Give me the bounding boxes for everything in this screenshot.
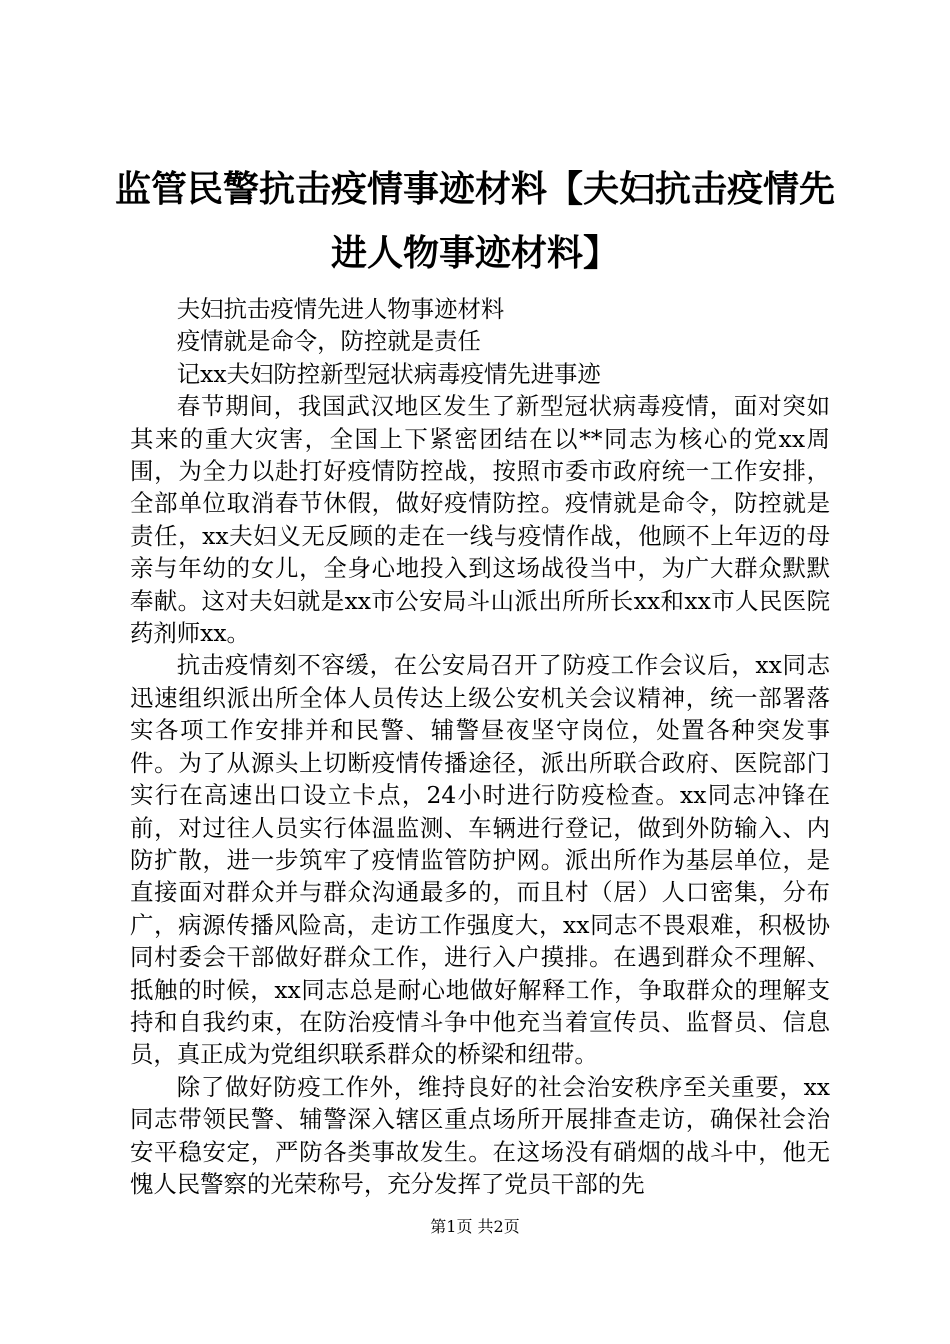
page-number-footer: 第1页 共2页 [430, 1217, 520, 1236]
page-title: 监管民警抗击疫情事迹材料【夫妇抗击疫情先进人物事迹材料】 [114, 169, 835, 274]
body-paragraph-3: 除了做好防疫工作外，维持良好的社会治安秩序至关重要，xx同志带领民警、辅警深入辖区重点场所开展排查走访，确保社会治安平稳安定，严防各类事故发生。在这场没有硝烟的战斗中，他无愧人民警察的光荣称号，充分发挥了党员干部的先 [130, 1072, 830, 1198]
header-line-3: 记xx夫妇防控新型冠状病毒疫情先进事迹 [176, 359, 601, 388]
header-line-2: 疫情就是命令，防控就是责任 [176, 327, 481, 356]
document-body [130, 293, 830, 1200]
body-paragraph-2: 抗击疫情刻不容缓，在公安局召开了防疫工作会议后，xx同志迅速组织派出所全体人员传达上级公安机关会议精神，统一部署落实各项工作安排并和民警、辅警昼夜坚守岗位，处置各种突发事件。为了从源头上切断疫情传播途径，派出所联合政府、医院部门实行在高速出口设立卡点，24小时进行防疫检查。xx同志冲锋在前，对过往人员实行体温监测、车辆进行登记，做到外防输入、内防扩散，进一步筑牢了疫情监管防护网。派出所作为基层单位，是直接面对群众并与群众沟通最多的，而且村（居）人口密集，分布广，病源传播风险高，走访工作强度大，xx同志不畏艰难，积极协同村委会干部做好群众工作，进行入户摸排。在遇到群众不理解、抵触的时候，xx同志总是耐心地做好解释工作，争取群众的理解支持和自我约束，在防治疫情斗争中他充当着宣传员、监督员、信息员，真正成为党组织联系群众的桥梁和纽带。 [130, 651, 830, 1069]
header-line-1: 夫妇抗击疫情先进人物事迹材料 [176, 295, 505, 323]
body-paragraph-1: 春节期间，我国武汉地区发生了新型冠状病毒疫情，面对突如其来的重大灾害，全国上下紧密团结在以**同志为核心的党xx周围，为全力以赴打好疫情防控战，按照市委市政府统一工作安排，全部单位取消春节休假，做好疫情防控。疫情就是命令，防控就是责任，xx夫妇义无反顾的走在一线与疫情作战，他顾不上年迈的母亲与年幼的女儿，全身心地投入到这场战役当中，为广大群众默默奉献。这对夫妇就是xx市公安局斗山派出所所长xx和xx市人民医院药剂师xx。 [130, 392, 830, 648]
